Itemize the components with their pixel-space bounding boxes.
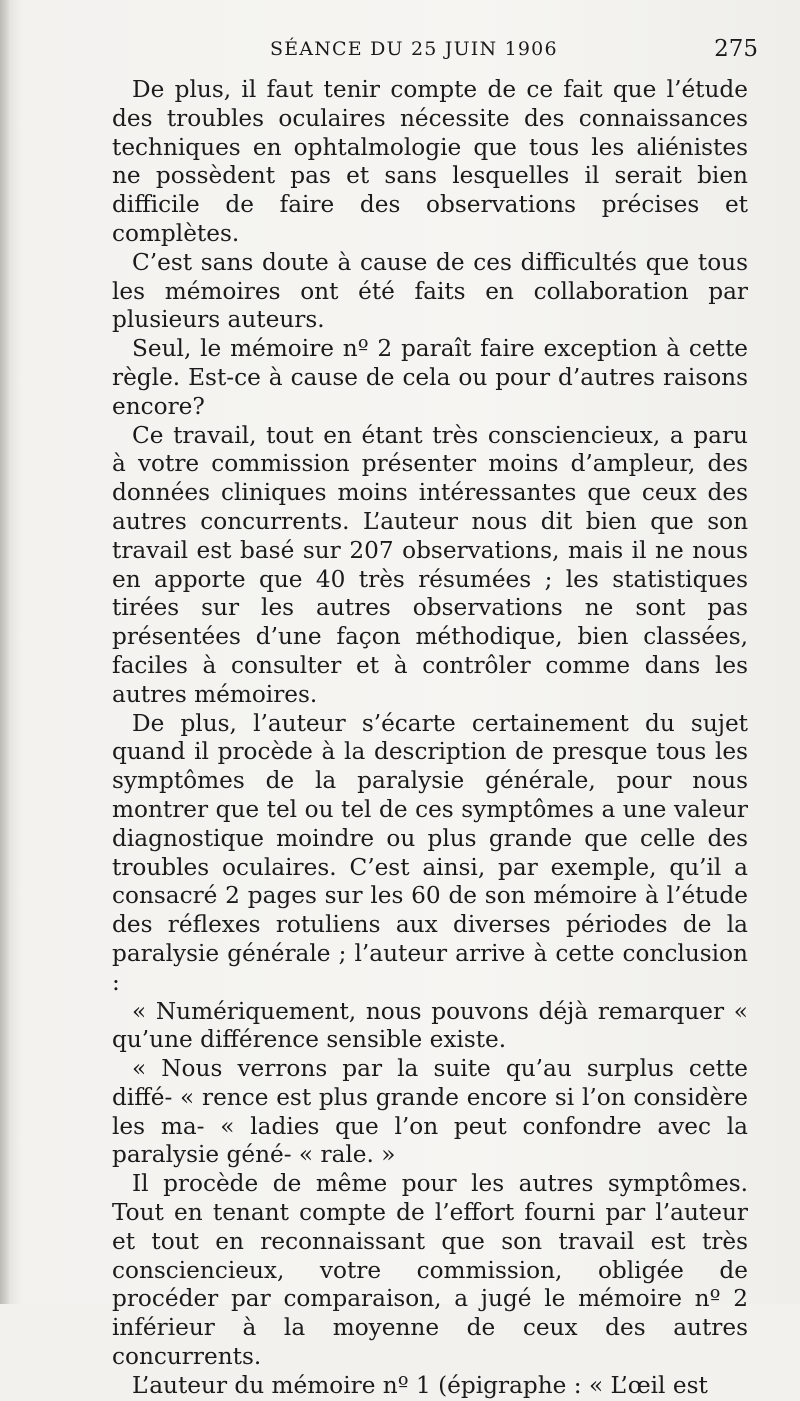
running-header [100,36,760,66]
paragraph-7: L’auteur du mémoire nº 1 (épigraphe : « L’œil est [132,1371,708,1399]
page-number: 275 [714,36,758,62]
running-title: SÉANCE DU 25 JUIN 1906 [270,38,558,60]
page-binding-shadow [0,0,10,1304]
paragraph-4: Ce travail, tout en étant très consciencieux, a paru à votre commission présenter moins d’ampleur, des données cliniques moins intéressantes que ceux des autres concurrents. L’auteur nous dit bien que son travail est basé sur 207 observations, mais il ne nous en apporte que 40 très résumées ; les statistiques tirées sur les autres observations ne sont pas présentées d’une façon méthodique, bien classées, faciles à consulter et à contrôler comme dans les autres mémoires. [112,421,748,708]
paragraph-1: De plus, il faut tenir compte de ce fait que l’étude des troubles oculaires nécessite des connaissances techniques en ophtalmologie que tous les aliénistes ne possèdent pas et sans lesquelles il serait bien difficile de faire des observations précises et complètes. [112,76,748,247]
paragraph-5: De plus, l’auteur s’écarte certainement du sujet quand il procède à la description de presque tous les symptômes de la paralysie générale, pour nous montrer que tel ou tel de ces symptômes a une valeur diagnostique moindre ou plus grande que celle des troubles oculaires. C’est ainsi, par exemple, qu’il a consacré 2 pages sur les 60 de son mémoire à l’étude des réflexes rotuliens aux diverses périodes de la paralysie générale ; l’auteur arrive à cette conclusion : [112,709,748,996]
quotation-1: « Numériquement, nous pouvons déjà remarquer « qu’une différence sensible existe. [112,997,748,1054]
body-text [112,76,748,1401]
paragraph-3: Seul, le mémoire nº 2 paraît faire exception à cette règle. Est-ce à cause de cela ou pour d’autres raisons encore? [112,335,748,420]
paragraph-6: Il procède de même pour les autres symptômes. Tout en tenant compte de l’effort fourni par l’auteur et tout en reconnaissant que son travail est très consciencieux, votre commission, obligée de procéder par comparaison, a jugé le mémoire nº 2 inférieur à la moyenne de ceux des autres concurrents. [112,1170,748,1371]
paragraph-2: C’est sans doute à cause de ces difficultés que tous les mémoires ont été faits en collaboration par plusieurs auteurs. [112,248,748,334]
quotation-2: « Nous verrons par la suite qu’au surplus cette diffé- « rence est plus grande encore si l’on considère les ma- « ladies que l’on peut confondre avec la paralysie géné- « rale. » [112,1055,748,1169]
